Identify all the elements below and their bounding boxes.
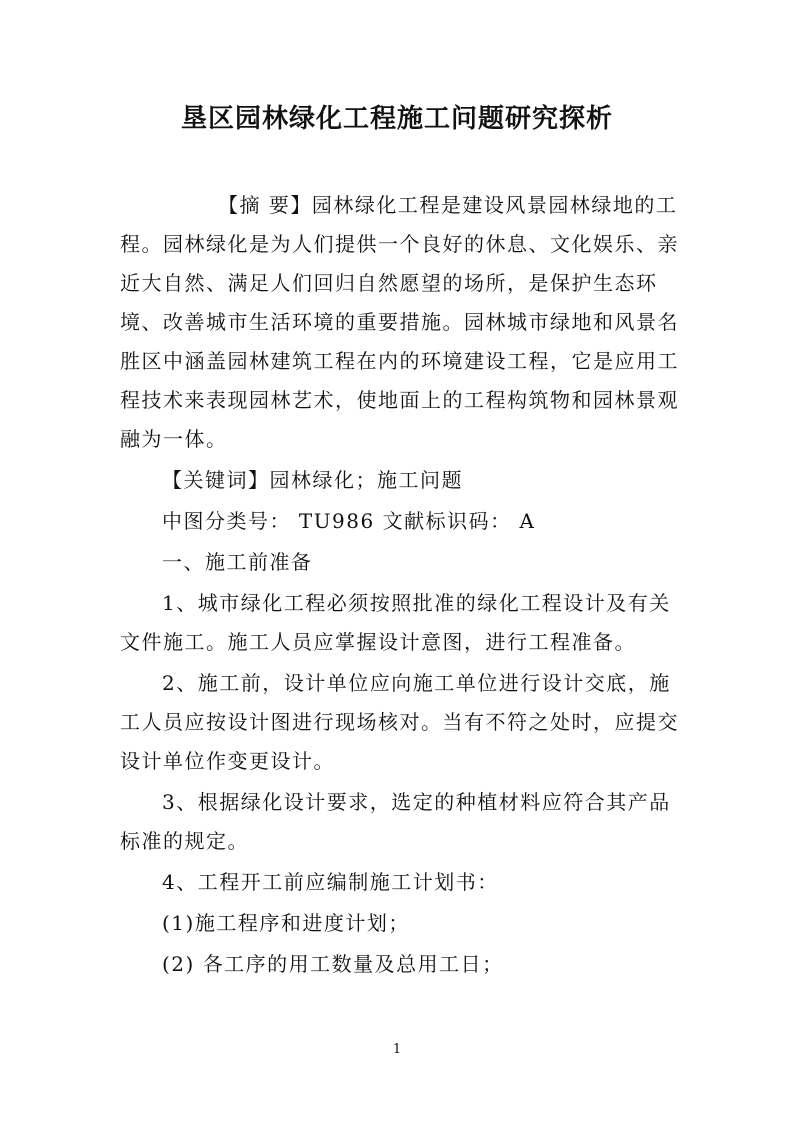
abstract-paragraph: 【摘 要】园林绿化工程是建设风景园林绿地的工程。园林绿化是为人们提供一个良好的休息、文化娱乐、亲近大自然、满足人们回归自然愿望的场所，是保护生态环境、改善城市生活环境的重要措施。园林城市绿地和风景名胜区中涵盖园林建筑工程在内的环境建设工程，它是应用工程技术来表现园林艺术，使地面上的工程构筑物和园林景观融为一体。 — [120, 193, 679, 451]
list-item-2: 2、施工前，设计单位应向施工单位进行设计交底，施工人员应按设计图进行现场核对。当有不符之处时，应提交设计单位作变更设计。 — [120, 671, 679, 773]
list-item-4: 4、工程开工前应编制施工计划书： — [162, 870, 499, 894]
sub-item-2: (2) 各工序的用工数量及总用工日； — [162, 952, 504, 976]
list-item-3: 3、根据绿化设计要求，选定的种植材料应符合其产品标准的规定。 — [120, 790, 671, 853]
page-number: 1 — [392, 1042, 402, 1057]
sub-item-1: (1)施工程序和进度计划； — [162, 911, 410, 935]
document-title: 垦区园林绿化工程施工问题研究探析 — [180, 104, 613, 134]
classification-paragraph: 中图分类号： TU986 文献标识码： A — [162, 509, 536, 533]
keywords-paragraph: 【关键词】园林绿化；施工问题 — [162, 468, 463, 492]
section-heading: 一、施工前准备 — [162, 550, 313, 574]
list-item-1: 1、城市绿化工程必须按照批准的绿化工程设计及有关文件施工。施工人员应掌握设计意图，进行工程准备。 — [120, 591, 671, 654]
document-body — [120, 186, 680, 984]
